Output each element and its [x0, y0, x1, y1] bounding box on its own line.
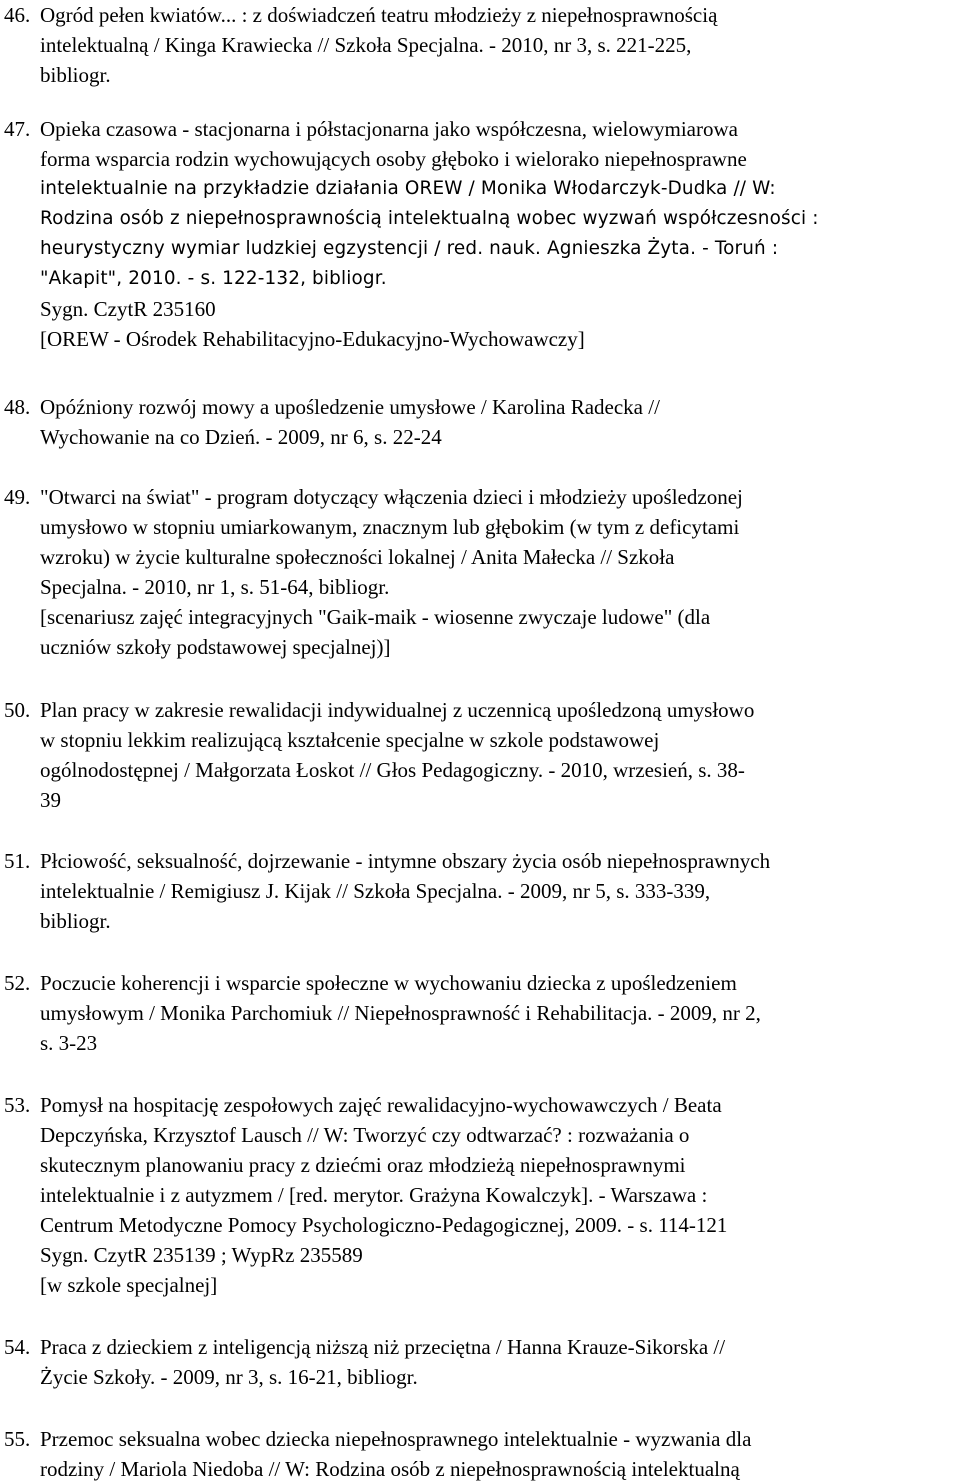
entry-text-line: Opieka czasowa - stacjonarna i półstacjonarna jako współczesna, wielowymiarowa	[40, 117, 738, 141]
entry-text-line: forma wsparcia rodzin wychowujących osoby głęboko i wielorako niepełnosprawne	[40, 147, 747, 171]
entry-text-line: Przemoc seksualna wobec dziecka niepełnosprawnego intelektualnie - wyzwania dla	[40, 1427, 752, 1451]
entry-text-line: [OREW - Ośrodek Rehabilitacyjno-Edukacyjno-Wychowawczy]	[40, 327, 585, 351]
entry-text-line: Płciowość, seksualność, dojrzewanie - intymne obszary życia osób niepełnosprawnych	[40, 849, 771, 873]
entry-number: 53.	[4, 1093, 31, 1117]
entry-text-line: Poczucie koherencji i wsparcie społeczne w wychowaniu dziecka z upośledzeniem	[40, 971, 737, 995]
entry-text-line: Wychowanie na co Dzień. - 2009, nr 6, s. 22-24	[40, 425, 442, 449]
entry-text-line: intelektualną / Kinga Krawiecka // Szkoła Specjalna. - 2010, nr 3, s. 221-225,	[40, 33, 692, 57]
entry-text-line: bibliogr.	[40, 63, 111, 87]
entry-text-line: Pomysł na hospitację zespołowych zajęć rewalidacyjno-wychowawczych / Beata	[40, 1093, 722, 1117]
entry-text-line: Centrum Metodyczne Pomocy Psychologiczno-Pedagogicznej, 2009. - s. 114-121	[40, 1213, 728, 1237]
entry-text-line: intelektualnie / Remigiusz J. Kijak // Szkoła Specjalna. - 2009, nr 5, s. 333-339,	[40, 879, 711, 903]
entry-number: 54.	[4, 1335, 31, 1359]
entry-text-line: Sygn. CzytR 235139 ; WypRz 235589	[40, 1243, 363, 1267]
entry-text-line: Ogród pełen kwiatów... : z doświadczeń teatru młodzieży z niepełnosprawnością	[40, 3, 718, 27]
entry-text-line: Praca z dzieckiem z inteligencją niższą niż przeciętna / Hanna Krauze-Sikorska //	[40, 1335, 726, 1359]
entry-text-line: wzroku) w życie kulturalne społeczności lokalnej / Anita Małecka // Szkoła	[40, 545, 675, 569]
entry-text-line: "Otwarci na świat" - program dotyczący włączenia dzieci i młodzieży upośledzonej	[40, 485, 743, 509]
entry-text-line: skutecznym planowaniu pracy z dziećmi oraz młodzieżą niepełnosprawnymi	[40, 1153, 686, 1177]
entry-text-line: Życie Szkoły. - 2009, nr 3, s. 16-21, bibliogr.	[40, 1365, 418, 1389]
entry-number: 49.	[4, 485, 31, 509]
entry-text-line: umysłowo w stopniu umiarkowanym, znacznym lub głębokim (w tym z deficytami	[40, 515, 740, 539]
entry-number: 50.	[4, 698, 31, 722]
entry-text-line: [scenariusz zajęć integracyjnych "Gaik-maik - wiosenne zwyczaje ludowe" (dla	[40, 605, 711, 629]
entry-text-line: bibliogr.	[40, 909, 111, 933]
entry-text-line: [w szkole specjalnej]	[40, 1273, 218, 1297]
entry-text-line: intelektualnie i z autyzmem / [red. merytor. Grażyna Kowalczyk]. - Warszawa :	[40, 1183, 708, 1207]
entry-text-line: 39	[40, 788, 61, 812]
entry-text-line: ogólnodostępnej / Małgorzata Łoskot // Głos Pedagogiczny. - 2010, wrzesień, s. 38-	[40, 758, 745, 782]
entry-text-line: uczniów szkoły podstawowej specjalnej)]	[40, 635, 391, 659]
entry-text-line: Plan pracy w zakresie rewalidacji indywidualnej z uczennicą upośledzoną umysłowo	[40, 698, 755, 722]
entry-text-line: umysłowym / Monika Parchomiuk // Niepełnosprawność i Rehabilitacja. - 2009, nr 2,	[40, 1001, 761, 1025]
entry-text-line: rodziny / Mariola Niedoba // W: Rodzina osób z niepełnosprawnością intelektualną	[40, 1457, 740, 1481]
entry-number: 47.	[4, 117, 31, 141]
entry-number: 48.	[4, 395, 31, 419]
entry-text-line: s. 3-23	[40, 1031, 98, 1055]
entry-text-line: intelektualnie na przykładzie działania OREW / Monika Włodarczyk-Dudka // W:	[40, 178, 776, 199]
entry-text-line: Specjalna. - 2010, nr 1, s. 51-64, bibliogr.	[40, 575, 390, 599]
entry-number: 52.	[4, 971, 31, 995]
entry-text-line: w stopniu lekkim realizującą kształcenie specjalne w szkole podstawowej	[40, 728, 660, 752]
entry-text-line: Rodzina osób z niepełnosprawnością intelektualną wobec wyzwań współczesności :	[40, 208, 819, 229]
entry-text-line: Opóźniony rozwój mowy a upośledzenie umysłowe / Karolina Radecka //	[40, 395, 660, 419]
entry-text-line: heurystyczny wymiar ludzkiej egzystencji / red. nauk. Agnieszka Żyta. - Toruń :	[40, 238, 779, 259]
entry-text-line: Sygn. CzytR 235160	[40, 297, 216, 321]
entry-number: 46.	[4, 3, 31, 27]
entry-text-line: "Akapit", 2010. - s. 122-132, bibliogr.	[40, 268, 387, 289]
entry-text-line: Depczyńska, Krzysztof Lausch // W: Tworzyć czy odtwarzać? : rozważania o	[40, 1123, 690, 1147]
entry-number: 55.	[4, 1427, 31, 1451]
entry-number: 51.	[4, 849, 31, 873]
